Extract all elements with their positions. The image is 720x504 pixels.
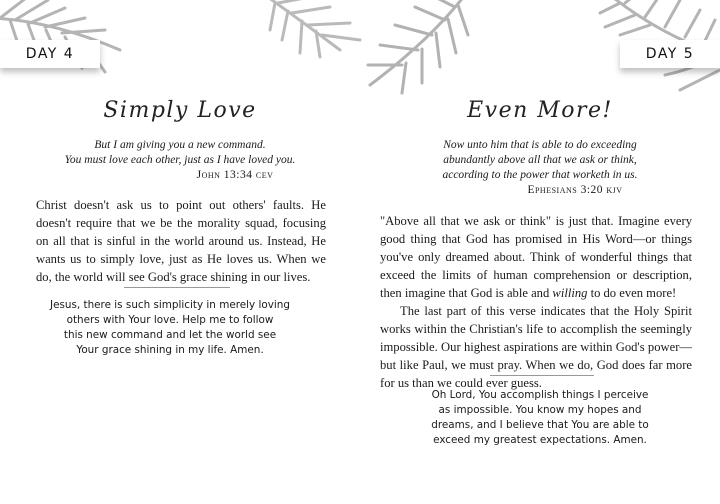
body-paragraph: Christ doesn't ask us to point out others' faults. He doesn't require that we be the morality squad, focusing on all that is sinful in the world around us. Instead, He wants us to simply love, just as He loves us. When we do, the world will see God's grace shining in our lives. <box>36 198 326 284</box>
day-label: DAY 4 <box>25 46 75 62</box>
body-paragraph <box>380 212 692 302</box>
prayer-line: others with Your love. Help me to follow <box>66 314 274 326</box>
prayer-line: as impossible. You know my hopes and <box>438 404 642 416</box>
verse-line: Now unto him that is able to do exceeding <box>443 139 637 151</box>
devotional-title: Even More! <box>467 98 613 123</box>
prayer-line: dreams, and I believe that You are able to <box>431 419 649 431</box>
prayer-text <box>20 298 320 358</box>
section-divider <box>124 287 230 288</box>
body-text: "Above all that we ask or think" is just that. Imagine every good thing that God has promised in His Word—or things you've only dreamed about. Think of wonderful things that exceed the limits of human comprehension or description, then imagine that God is able and <box>380 214 692 300</box>
verse-line: But I am giving you a new command. <box>94 139 266 151</box>
prayer-text <box>390 388 690 448</box>
day-label-tab <box>620 40 720 68</box>
devotional-title: Simply Love <box>103 98 257 123</box>
body-text: to do even more! <box>587 286 677 300</box>
scripture-verse <box>0 138 360 183</box>
right-page-day-5 <box>360 0 720 504</box>
prayer-line: this new command and let the world see <box>63 329 277 341</box>
verse-line: You must love each other, just as I have loved you. <box>64 154 296 166</box>
body-paragraph: The last part of this verse indicates that the Holy Spirit works within the Christian's life to accomplish the seemingly impossible. Our highest aspirations are within God's power—but like Paul, we must pray. When we do, God does far more for us than we could ever guess. <box>380 304 692 390</box>
section-divider <box>490 375 594 376</box>
day-label-tab <box>0 40 100 68</box>
verse-line: abundantly above all that we ask or think, <box>443 154 637 166</box>
verse-line: according to the power that worketh in us. <box>442 169 638 181</box>
emphasis-text: willing <box>552 286 588 300</box>
day-label: DAY 5 <box>645 46 695 62</box>
prayer-line: Your grace shining in my life. Amen. <box>76 344 264 356</box>
verse-reference: John 13:34 cev <box>196 169 274 181</box>
prayer-line: Jesus, there is such simplicity in merely loving <box>50 299 290 311</box>
scripture-verse <box>360 138 720 198</box>
verse-reference: Ephesians 3:20 kjv <box>527 184 623 196</box>
prayer-line: exceed my greatest expectations. Amen. <box>433 434 647 446</box>
devotional-body <box>36 196 326 286</box>
devotional-body <box>380 212 692 392</box>
prayer-line: Oh Lord, You accomplish things I perceive <box>431 389 649 401</box>
palm-leaf-icon <box>360 0 480 95</box>
palm-leaf-icon <box>260 0 370 65</box>
